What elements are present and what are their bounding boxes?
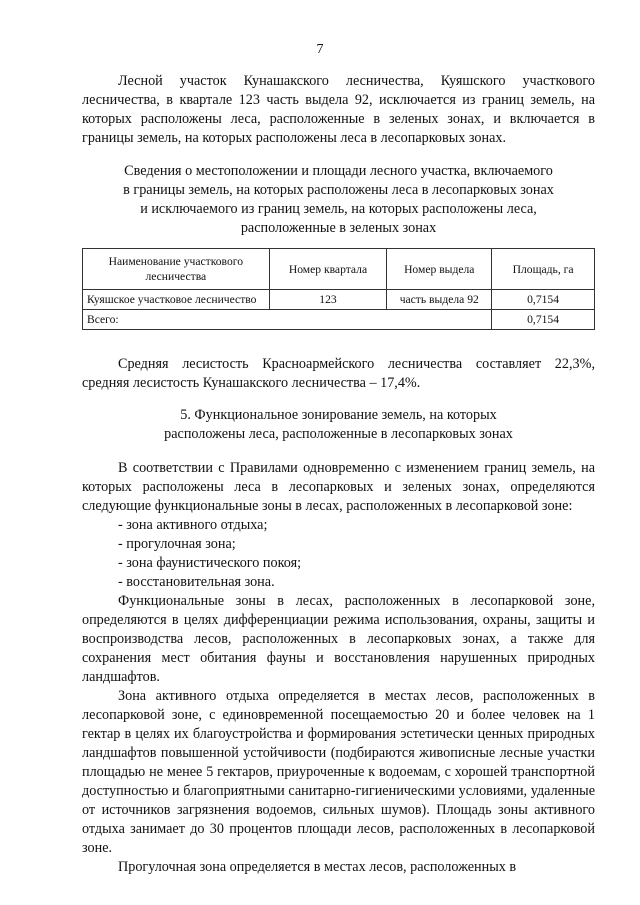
list-item: - восстановительная зона. (118, 574, 275, 590)
col-header-quarter: Номер квартала (269, 249, 387, 290)
zones-list (82, 516, 595, 592)
col-header-forestry: Наименование участкового лесничества (83, 249, 270, 290)
cell-forestry: Куяшское участковое лесничество (83, 290, 270, 310)
plot-table (82, 248, 595, 330)
paragraph-forest-plot: Лесной участок Кунашакского лесничества, Куяшского участкового лесничества, в квартале 123 часть выдела 92, исключается из границ земель, на которых расположены леса, расположенные в зеленых зонах, и включается в границы земель, на которых расположены леса в лесопарковых зонах. (82, 73, 595, 146)
table-row (83, 290, 595, 310)
section-forest-cover (82, 355, 595, 393)
section-intro (82, 72, 595, 148)
paragraph-zones-purpose: Функциональные зоны в лесах, расположенных в лесопарковой зоне, определяются в целях дифференциации режима использования, охраны, защиты и воспроизводства лесов, расположенных в лесопарковых зонах, а также для сохранения мест обитания фауны и восстановления нарушенных природных ландшафтов. (82, 593, 595, 685)
cell-total-value: 0,7154 (492, 310, 595, 330)
paragraph-active-rest-zone: Зона активного отдыха определяется в местах лесов, расположенных в лесопарковой зоне, с единовременной посещаемостью 20 и более человек на 1 гектар в целях их благоустройства и формирования эстетически ценных природных ландшафтов повышенной устойчивости (подбираются живописные лесные участки площадью не менее 5 гектаров, приуроченные к водоемам, с хорошей транспортной доступностью и благоприятными санитарно-гигиеническими условиями, удаленные от источников загрязнения водоемов, сильных шумов). Площадь зоны активного отдыха занимает до 30 процентов площади лесов, расположенных в лесопарковой зоне. (82, 688, 595, 856)
heading-line: и исключаемого из границ земель, на которых расположены леса, (140, 201, 537, 217)
heading-line: расположенные в зеленых зонах (240, 220, 437, 236)
cell-section: часть выдела 92 (387, 290, 492, 310)
section-zoning-body (82, 459, 595, 877)
col-header-section: Номер выдела (387, 249, 492, 290)
cell-quarter: 123 (269, 290, 387, 310)
paragraph-walking-zone: Прогулочная зона определяется в местах лесов, расположенных в (118, 859, 517, 875)
list-item: - зона фаунистического покоя; (118, 555, 302, 571)
heading-zoning (82, 406, 595, 444)
col-header-area: Площадь, га (492, 249, 595, 290)
heading-line: Сведения о местоположении и площади лесного участка, включаемого (124, 163, 553, 179)
heading-line: расположены леса, расположенные в лесопарковых зонах (164, 426, 513, 442)
paragraph-forest-cover: Средняя лесистость Красноармейского лесничества составляет 22,3%, средняя лесистость Кунашакского лесничества – 17,4%. (82, 356, 595, 391)
list-item: - зона активного отдыха; (118, 517, 268, 533)
plot-table-wrapper (82, 248, 595, 330)
table-header-row (83, 249, 595, 290)
cell-area: 0,7154 (492, 290, 595, 310)
page-number: 7 (316, 42, 324, 57)
heading-plot-info (82, 162, 595, 238)
heading-line: в границы земель, на которых расположены леса в лесопарковых зонах (123, 182, 554, 198)
cell-total-label: Всего: (83, 310, 492, 330)
paragraph-zones-intro: В соответствии с Правилами одновременно с изменением границ земель, на которых расположены леса в лесопарковых и зеленых зонах, определяются следующие функциональные зоны в лесах, расположенных в лесопарковой зоне: (82, 460, 595, 514)
table-total-row (83, 310, 595, 330)
heading-line: 5. Функциональное зонирование земель, на которых (180, 407, 497, 423)
list-item: - прогулочная зона; (118, 536, 236, 552)
